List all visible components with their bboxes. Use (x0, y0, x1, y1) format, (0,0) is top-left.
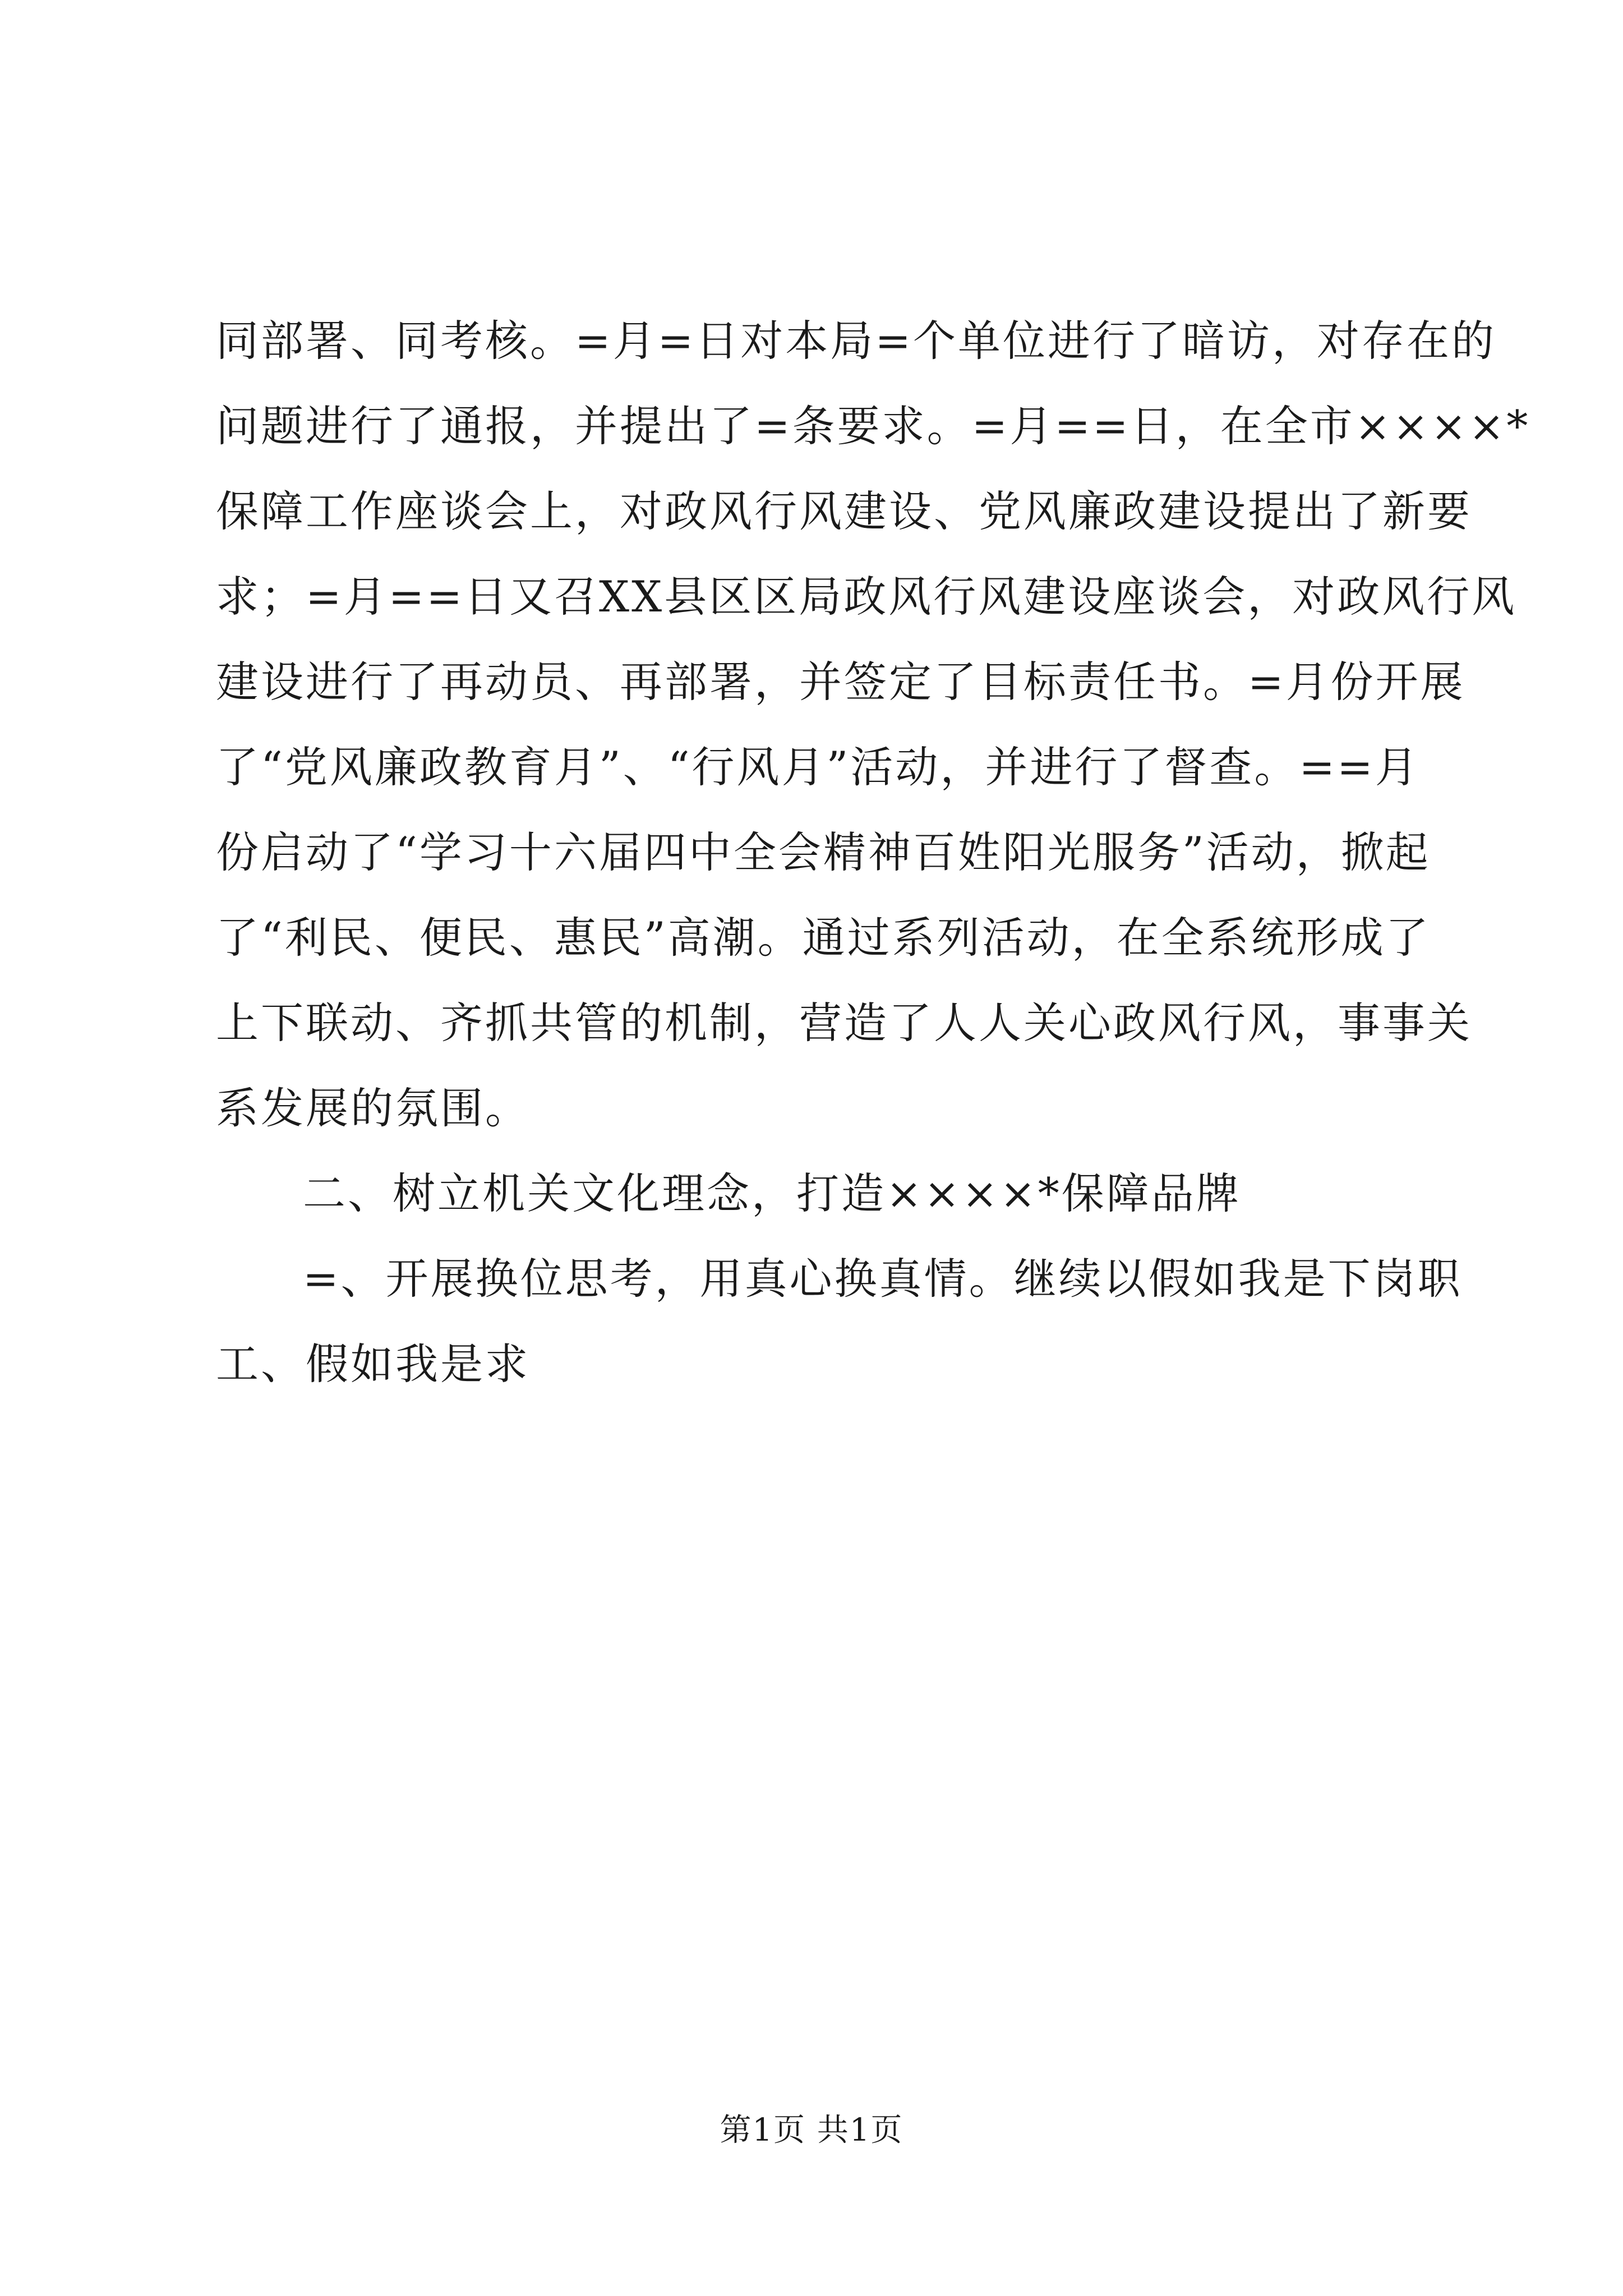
page-footer: 第1页 共1页 (720, 2112, 903, 2148)
body-line: 求；=月==日又召XX县区区局政风行风建设座谈会，对政风行风 (216, 572, 1517, 622)
body-line: 建设进行了再动员、再部署，并签定了目标责任书。=月份开展 (216, 657, 1465, 707)
section-heading: 二、树立机关文化理念，打造××××*保障品牌 (303, 1168, 1241, 1218)
body-line: 份启动了“学习十六届四中全会精神百姓阳光服务”活动，掀起 (216, 827, 1431, 877)
body-line: 问题进行了通报，并提出了=条要求。=月==日，在全市××××* (216, 401, 1530, 451)
body-line: 同部署、同考核。=月=日对本局=个单位进行了暗访，对存在的 (216, 316, 1497, 366)
body-line: 系发展的氛围。 (216, 1083, 530, 1133)
body-line: 工、假如我是求 (216, 1339, 530, 1389)
body-line: 了“利民、便民、惠民”高潮。通过系列活动，在全系统形成了 (216, 913, 1431, 963)
body-line: 了“党风廉政教育月”、“行风月”活动，并进行了督查。==月 (216, 742, 1420, 792)
subsection-line: =、开展换位思考，用真心换真情。继续以假如我是下岗职 (303, 1254, 1463, 1304)
body-line: 上下联动、齐抓共管的机制，营造了人人关心政风行风，事事关 (216, 998, 1472, 1048)
body-line: 保障工作座谈会上，对政风行风建设、党风廉政建设提出了新要 (216, 486, 1472, 536)
